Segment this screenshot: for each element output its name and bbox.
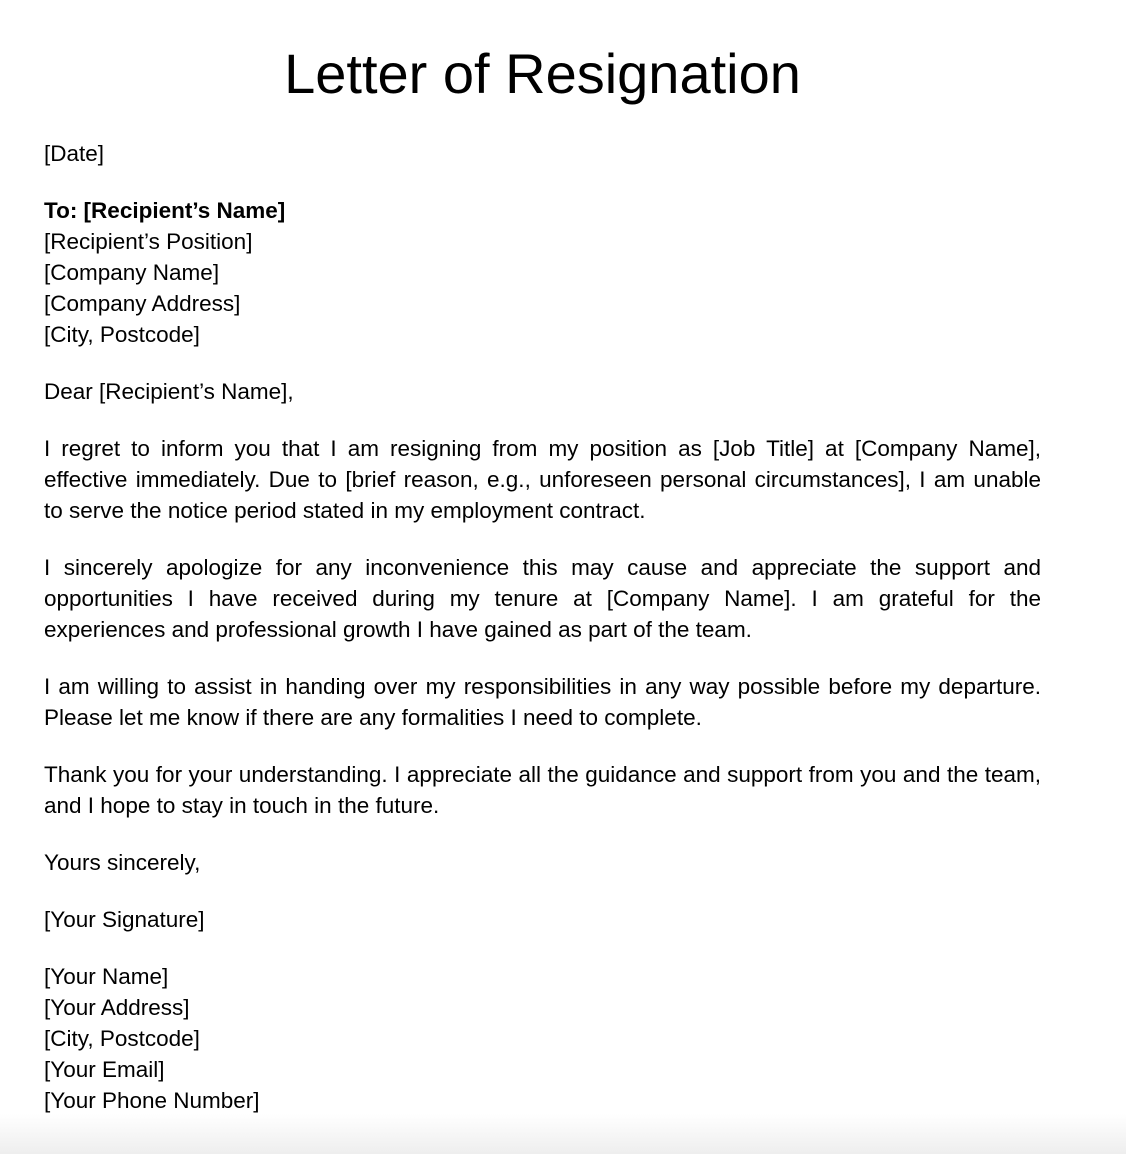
paragraph-1: I regret to inform you that I am resigning from my position as [Job Title] at [Company Name], effective immediately. Due to [brief reason, e.g., unforeseen personal circumstances], I am unable to serve the notice period stated in my employment contract. xyxy=(44,436,1041,523)
paragraph-2: I sincerely apologize for any inconvenience this may cause and appreciate the support and opportunities I have received during my tenure at [Company Name]. I am grateful for the experiences and professional growth I have gained as part of the team. xyxy=(44,555,1041,642)
date-line: [Date] xyxy=(44,141,105,166)
recipient-company: [Company Name] xyxy=(44,260,220,285)
recipient-address: [Company Address] xyxy=(44,291,241,316)
signature-placeholder: [Your Signature] xyxy=(44,907,205,932)
recipient-city: [City, Postcode] xyxy=(44,322,200,347)
sender-name: [Your Name] xyxy=(44,964,169,989)
letter-title: Letter of Resignation xyxy=(284,42,801,105)
closing: Yours sincerely, xyxy=(44,850,201,875)
sender-address: [Your Address] xyxy=(44,995,190,1020)
paragraph-4: Thank you for your understanding. I appreciate all the guidance and support from you and the team, and I hope to stay in touch in the future. xyxy=(44,762,1041,818)
recipient-block xyxy=(44,195,1041,350)
sender-phone: [Your Phone Number] xyxy=(44,1088,260,1113)
letter-body xyxy=(44,138,1041,1116)
sender-block xyxy=(44,961,1041,1116)
sender-city: [City, Postcode] xyxy=(44,1026,200,1051)
salutation: Dear [Recipient’s Name], xyxy=(44,379,294,404)
recipient-position: [Recipient’s Position] xyxy=(44,229,253,254)
sender-email: [Your Email] xyxy=(44,1057,165,1082)
recipient-name: To: [Recipient’s Name] xyxy=(44,198,286,223)
page-bottom-shadow xyxy=(0,1114,1126,1154)
paragraph-3: I am willing to assist in handing over my responsibilities in any way possible before my departure. Please let me know if there are any formalities I need to complete. xyxy=(44,674,1041,730)
